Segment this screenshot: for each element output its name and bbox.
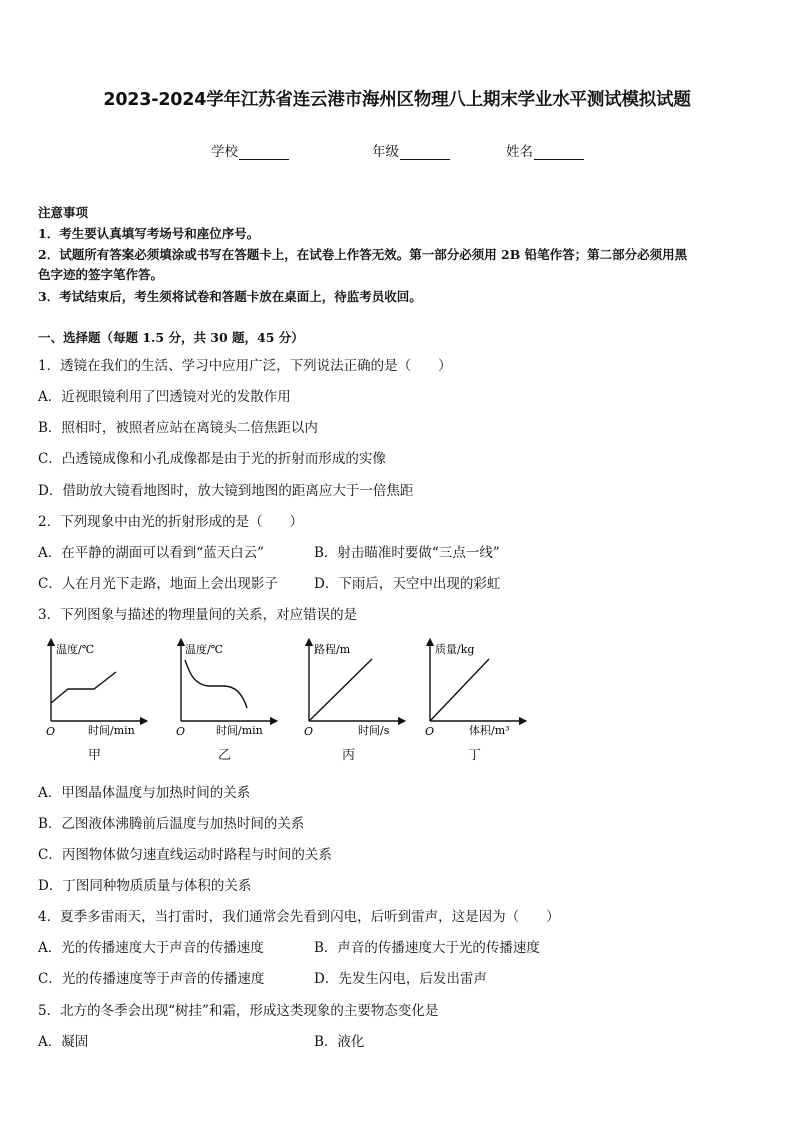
origin-label: O — [46, 725, 56, 738]
school-blank[interactable] — [239, 145, 289, 160]
curve-bing — [309, 659, 372, 721]
graph-jia-name: 甲 — [88, 748, 102, 763]
graph-ding-name: 丁 — [468, 748, 482, 763]
q3-option-c[interactable]: C．丙图物体做匀速直线运动时路程与时间的关系 — [38, 847, 332, 863]
graph-ding — [423, 638, 533, 742]
q4-option-b[interactable]: B．声音的传播速度大于光的传播速度 — [314, 940, 540, 956]
x-label: 体积/m³ — [469, 724, 510, 737]
x-label: 时间/s — [358, 724, 390, 737]
graph-bing-name: 丙 — [342, 748, 356, 763]
grade-field[interactable] — [372, 140, 450, 160]
curve-yi — [185, 660, 247, 708]
q1-option-d[interactable]: D．借助放大镜看地图时，放大镜到地图的距离应大于一倍焦距 — [38, 483, 414, 499]
graph-yi-name: 乙 — [218, 748, 232, 763]
q2-stem: 2．下列现象中由光的折射形成的是（ ） — [38, 514, 304, 530]
q4-option-a[interactable]: A．光的传播速度大于声音的传播速度 — [38, 940, 264, 956]
origin-label: O — [176, 725, 186, 738]
grade-label: 年级 — [372, 144, 399, 160]
q5-option-a[interactable]: A．凝固 — [38, 1034, 89, 1050]
note-item: 2．试题所有答案必须填涂或书写在答题卡上，在试卷上作答无效。第一部分必须用 2B 铅笔作答；第二部分必须用黑 — [38, 247, 688, 262]
graph-bing-svg — [302, 638, 412, 738]
q1-option-b[interactable]: B．照相时，被照者应站在离镜头二倍焦距以内 — [38, 420, 318, 436]
note-item: 色字迹的签字笔作答。 — [38, 267, 164, 282]
curve-ding — [430, 659, 489, 721]
q3-option-d[interactable]: D．丁图同种物质质量与体积的关系 — [38, 878, 252, 894]
q3-stem: 3．下列图象与描述的物理量间的关系，对应错误的是 — [38, 607, 358, 623]
section-heading: 一、选择题（每题 1.5 分，共 30 题，45 分） — [38, 330, 304, 345]
q4-option-d[interactable]: D．先发生闪电，后发出雷声 — [314, 971, 487, 987]
q2-option-c[interactable]: C．人在月光下走路，地面上会出现影子 — [38, 576, 278, 592]
q1-option-c[interactable]: C．凸透镜成像和小孔成像都是由于光的折射而形成的实像 — [38, 451, 386, 467]
name-label: 姓名 — [506, 144, 533, 160]
q4-option-c[interactable]: C．光的传播速度等于声音的传播速度 — [38, 971, 265, 987]
graph-jia-svg — [44, 638, 154, 738]
q2-option-d[interactable]: D．下雨后，天空中出现的彩虹 — [314, 576, 501, 592]
note-item: 3．考试结束后，考生须将试卷和答题卡放在桌面上，待监考员收回。 — [38, 289, 422, 304]
grade-blank[interactable] — [400, 145, 450, 160]
y-label: 路程/m — [314, 643, 351, 656]
q3-option-b[interactable]: B．乙图液体沸腾前后温度与加热时间的关系 — [38, 816, 305, 832]
school-field[interactable] — [211, 140, 289, 160]
curve-jia — [51, 672, 116, 703]
y-label: 温度/℃ — [185, 643, 224, 656]
y-label: 质量/kg — [435, 643, 475, 656]
q4-stem: 4．夏季多雷雨天，当打雷时，我们通常会先看到闪电，后听到雷声，这是因为（ ） — [38, 909, 560, 925]
origin-label: O — [425, 725, 435, 738]
graph-yi-svg — [174, 638, 284, 738]
q1-stem: 1．透镜在我们的生活、学习中应用广泛，下列说法正确的是（ ） — [38, 358, 452, 374]
q3-option-a[interactable]: A．甲图晶体温度与加热时间的关系 — [38, 785, 251, 801]
q1-option-a[interactable]: A．近视眼镜利用了凹透镜对光的发散作用 — [38, 389, 291, 405]
q5-stem: 5．北方的冬季会出现“树挂”和霜，形成这类现象的主要物态变化是 — [38, 1003, 439, 1019]
name-field[interactable] — [506, 140, 584, 160]
graph-yi — [174, 638, 284, 742]
notes-heading: 注意事项 — [38, 205, 89, 220]
q5-option-b[interactable]: B．液化 — [314, 1034, 365, 1050]
x-label: 时间/min — [216, 724, 263, 737]
y-label: 温度/℃ — [56, 643, 95, 656]
q2-option-a[interactable]: A．在平静的湖面可以看到“蓝天白云” — [38, 545, 265, 561]
origin-label: O — [304, 725, 314, 738]
q2-option-b[interactable]: B．射击瞄准时要做“三点一线” — [314, 545, 500, 561]
name-blank[interactable] — [534, 145, 584, 160]
note-item: 1．考生要认真填写考场号和座位序号。 — [38, 226, 260, 241]
page-title: 2023-2024学年江苏省连云港市海州区物理八上期末学业水平测试模拟试题 — [103, 90, 691, 110]
graph-ding-svg — [423, 638, 533, 738]
x-label: 时间/min — [88, 724, 135, 737]
graph-bing — [302, 638, 412, 742]
graph-jia — [44, 638, 154, 742]
school-label: 学校 — [211, 144, 238, 160]
